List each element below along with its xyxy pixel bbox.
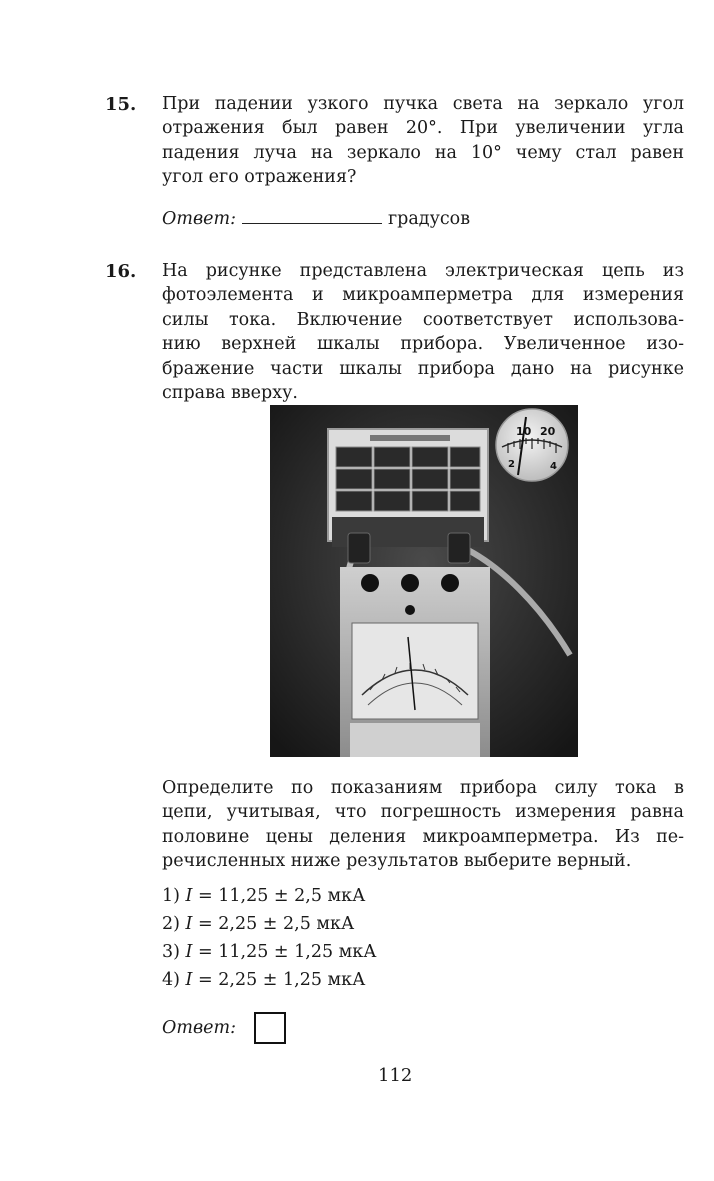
- question-16-line: фотоэлемента и микроамперметра для измерения: [162, 285, 684, 306]
- lens-label-4: 4: [550, 461, 557, 472]
- question-16-after-line: речисленных ниже результатов выберите верный.: [162, 851, 632, 872]
- option-variable: I: [185, 914, 193, 934]
- question-16-after-line: цепи, учитывая, что погрешность измерения равна: [162, 802, 684, 823]
- question-16-answer-label: [162, 1018, 236, 1038]
- answer-box[interactable]: [254, 1012, 286, 1044]
- option-text: = 11,25 ± 1,25 мкА: [192, 942, 377, 962]
- question-16-number: 16.: [105, 261, 137, 282]
- question-16-after-line: половине цены деления микроамперметра. Из пе-: [162, 826, 684, 847]
- question-16-line: На рисунке представлена электрическая цепь из: [162, 261, 684, 281]
- question-15-text: [162, 92, 684, 190]
- question-15-line: отражения был равен 20°. При увеличении угла: [162, 118, 684, 139]
- answer-label: Ответ:: [162, 209, 236, 229]
- option-number: 3): [162, 942, 180, 962]
- option-2[interactable]: [162, 914, 354, 934]
- option-text: = 11,25 ± 2,5 мкА: [192, 886, 366, 906]
- option-number: 4): [162, 970, 180, 990]
- option-4[interactable]: [162, 970, 365, 990]
- answer-blank-line[interactable]: [242, 209, 382, 224]
- question-15-number: 15.: [105, 94, 137, 115]
- question-16-after-text: [162, 776, 684, 874]
- question-16-line: силы тока. Включение соответствует использова-: [162, 309, 684, 330]
- option-variable: I: [185, 942, 193, 962]
- option-text: = 2,25 ± 1,25 мкА: [192, 970, 366, 990]
- answer-unit: градусов: [387, 209, 471, 229]
- question-16-text: [162, 259, 684, 405]
- question-15-line: падения луча на зеркало на 10° чему стал равен: [162, 142, 684, 163]
- circuit-photo: [270, 405, 578, 757]
- lens-label-10: 10: [516, 425, 532, 438]
- question-16-line: справа вверху.: [162, 383, 298, 404]
- option-3[interactable]: [162, 942, 376, 962]
- page-number: 112: [378, 1065, 413, 1086]
- option-variable: I: [185, 886, 193, 906]
- option-text: = 2,25 ± 2,5 мкА: [192, 914, 355, 934]
- question-16-after-line: Определите по показаниям прибора силу тока в: [162, 778, 684, 798]
- option-1[interactable]: [162, 886, 365, 906]
- question-16-line: нию верхней шкалы прибора. Увеличенное изо-: [162, 334, 684, 355]
- option-variable: I: [185, 970, 193, 990]
- question-16-line: бражение части шкалы прибора дано на рисунке: [162, 358, 684, 379]
- option-number: 2): [162, 914, 180, 934]
- question-15-answer-row: [162, 209, 470, 229]
- lens-label-20: 20: [540, 425, 556, 438]
- option-number: 1): [162, 886, 180, 906]
- answer-label: Ответ:: [162, 1018, 236, 1038]
- question-15-line: При падении узкого пучка света на зеркало угол: [162, 94, 684, 114]
- question-15-line: угол его отражения?: [162, 167, 357, 188]
- lens-label-2: 2: [508, 459, 515, 470]
